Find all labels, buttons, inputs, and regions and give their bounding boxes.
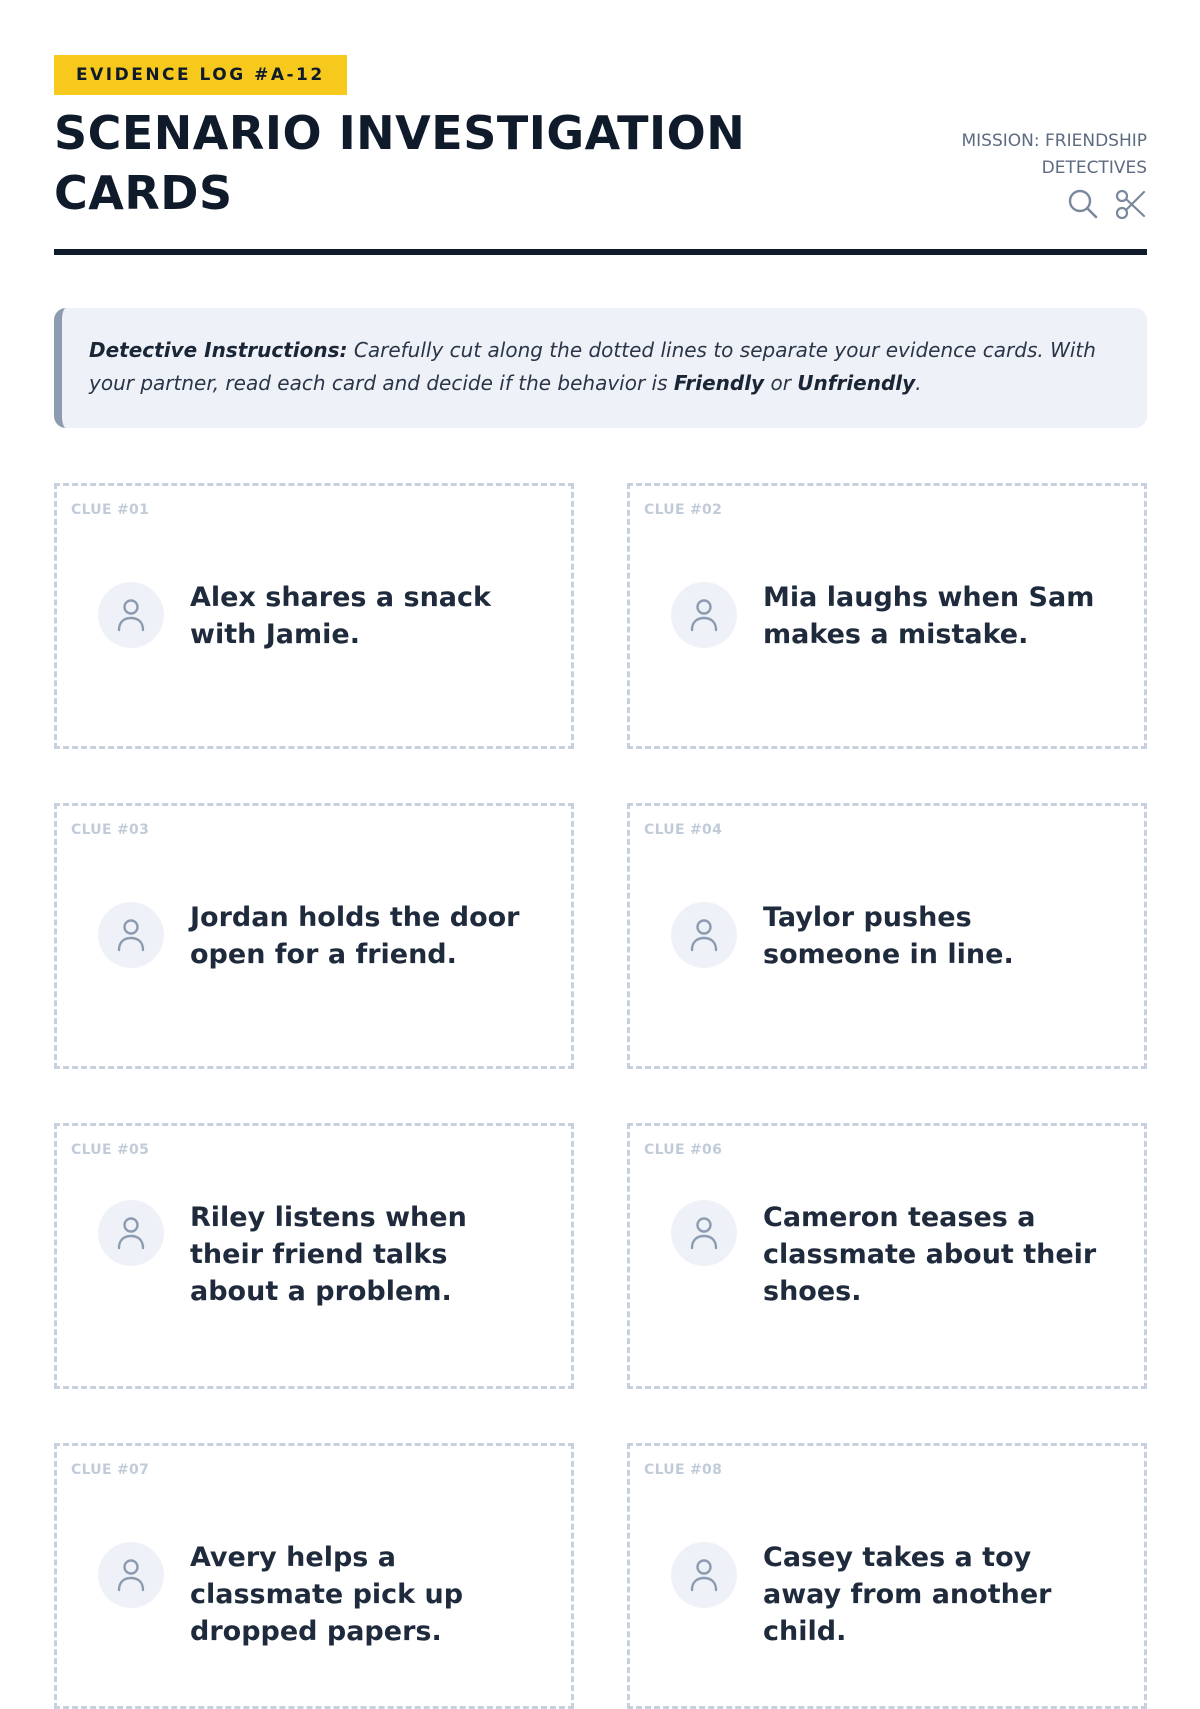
instructions-connector: or	[770, 371, 791, 395]
clue-text: Jordan holds the door open for a friend.	[190, 902, 520, 970]
clue-label: CLUE #06	[644, 1142, 723, 1158]
instructions-text: Carefully cut along the dotted lines to separate your evidence cards. With your partner, read each card and decide if the behavior is	[89, 338, 1096, 395]
clue-label: CLUE #03	[71, 822, 150, 838]
clue-card	[627, 1123, 1147, 1389]
option-unfriendly: Unfriendly	[797, 371, 916, 395]
clue-card	[54, 803, 574, 1069]
worksheet-page	[54, 55, 1147, 1647]
header-icons	[1067, 188, 1147, 220]
clue-label: CLUE #04	[644, 822, 723, 838]
clue-label: CLUE #08	[644, 1462, 723, 1478]
clue-card	[54, 1443, 574, 1709]
person-icon	[98, 1542, 164, 1608]
clue-text: Cameron teases a classmate about their shoes.	[763, 1202, 1097, 1307]
clue-label: CLUE #01	[71, 502, 150, 518]
person-icon	[98, 902, 164, 968]
worksheet-header	[54, 55, 1147, 255]
clue-text: Casey takes a toy away from another child.	[763, 1542, 1052, 1647]
scissors-icon	[1115, 188, 1147, 220]
person-icon	[671, 582, 737, 648]
instructions-end: .	[915, 371, 922, 395]
instructions-box	[54, 308, 1147, 428]
person-icon	[98, 582, 164, 648]
clue-text: Taylor pushes someone in line.	[763, 902, 1014, 970]
clue-text: Riley listens when their friend talks about a problem.	[190, 1202, 467, 1307]
clue-card	[54, 483, 574, 749]
instructions-lead: Detective Instructions:	[89, 338, 348, 362]
clue-card	[627, 483, 1147, 749]
clue-label: CLUE #05	[71, 1142, 150, 1158]
mission-line-1: MISSION: FRIENDSHIP	[961, 131, 1147, 151]
person-icon	[671, 902, 737, 968]
clue-card	[627, 803, 1147, 1069]
clue-label: CLUE #02	[644, 502, 723, 518]
evidence-log-badge: EVIDENCE LOG #A-12	[54, 55, 347, 95]
page-title: SCENARIO INVESTIGATION CARDS	[54, 106, 746, 220]
clue-text: Mia laughs when Sam makes a mistake.	[763, 582, 1095, 650]
clue-label: CLUE #07	[71, 1462, 150, 1478]
mission-label	[887, 128, 1147, 182]
option-friendly: Friendly	[673, 371, 765, 395]
person-icon	[671, 1200, 737, 1266]
search-icon	[1067, 188, 1099, 220]
clue-card	[627, 1443, 1147, 1709]
mission-line-2: DETECTIVES	[1041, 158, 1147, 178]
clue-text: Avery helps a classmate pick up dropped papers.	[190, 1542, 464, 1647]
clue-card	[54, 1123, 574, 1389]
person-icon	[671, 1542, 737, 1608]
clue-text: Alex shares a snack with Jamie.	[190, 582, 491, 650]
person-icon	[98, 1200, 164, 1266]
